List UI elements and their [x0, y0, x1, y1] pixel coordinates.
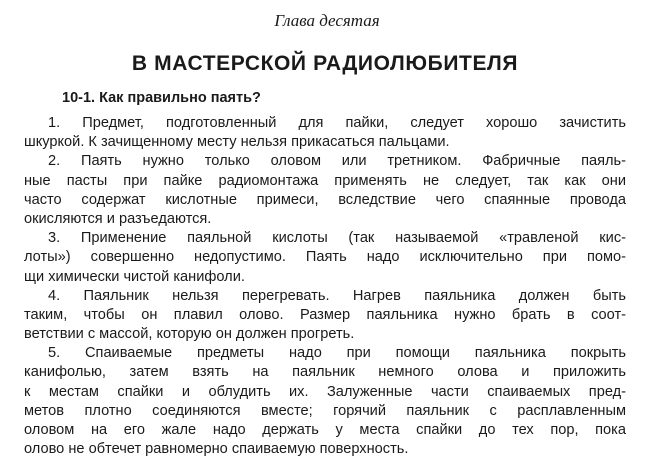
text-line: к местам спайки и облудить их. Залуженные части спаиваемых пред- — [24, 383, 626, 400]
text-line: шкуркой. К зачищенному месту нельзя прикасаться пальцами. — [24, 134, 450, 151]
chapter-label: Глава десятая — [274, 11, 380, 30]
text-line: метов плотно соединяются вместе; горячий паяльник с расплавленным — [24, 402, 626, 419]
chapter-title: В МАСТЕРСКОЙ РАДИОЛЮБИТЕЛЯ — [131, 52, 519, 75]
text-line: часто содержат кислотные примеси, вследствие чего спаянные провода — [24, 191, 626, 208]
text-line: щи химически чистой канифоли. — [24, 268, 245, 285]
text-line: 5. Спаиваемые предметы надо при помощи паяльника покрыть — [48, 345, 626, 362]
text-line: таким, чтобы он плавил олово. Размер паяльника нужно брать в соот- — [24, 306, 626, 323]
section-heading: 10-1. Как правильно паять? — [62, 90, 261, 106]
text-line: 1. Предмет, подготовленный для пайки, следует хорошо зачистить — [48, 115, 626, 131]
text-line: лоты») совершенно недопустимо. Паять надо исключительно при помо- — [24, 249, 626, 266]
text-line: оловом на его жале надо держать у места спайки до тех пор, пока — [24, 422, 626, 438]
text-line: ные пасты при пайке радиомонтажа применять не следует, так как они — [24, 172, 626, 189]
text-line: канифолью, затем взять на паяльник немного олова и приложить — [24, 364, 626, 381]
text-line: 4. Паяльник нельзя перегревать. Нагрев паяльника должен быть — [48, 287, 626, 304]
text-line: 3. Применение паяльной кислоты (так называемой «травленой кис- — [48, 230, 626, 247]
text-line: ветствии с массой, которую он должен прогреть. — [24, 326, 355, 343]
text-line: олово не обтечет равномерно спаиваемую поверхность. — [24, 441, 409, 458]
body-text — [24, 114, 626, 459]
text-line: 2. Паять нужно только оловом или третником. Фабричные паяль- — [48, 153, 626, 170]
text-line: окисляются и разъедаются. — [24, 210, 212, 227]
